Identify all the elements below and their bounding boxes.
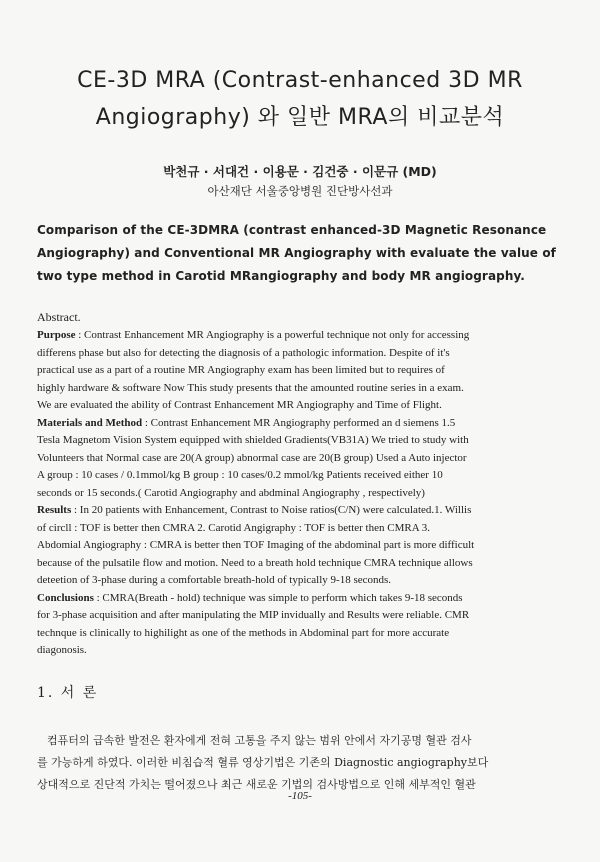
abstract-line: highly hardware & software Now This study presents that the amounted routine series in a exam. [37, 381, 464, 394]
abstract-line [37, 327, 564, 345]
affiliation: 아산재단 서울중앙병원 진단방사선과 [207, 184, 393, 198]
conclusions-text: : CMRA(Breath - hold) technique was simple to perform which takes 9-18 seconds [93, 591, 463, 604]
abstract-line [37, 415, 564, 433]
abstract-heading: Abstract. [37, 310, 81, 324]
abstract-line: Abdomial Angiography : CMRA is better then TOF Imaging of the abdominal part is more difficult [37, 539, 475, 551]
abstract-line: technque is clinically to highilight as one of the methods in Abdominal part for more accurate [37, 626, 450, 639]
abstract-line: for 3-phase acquisition and after manipulating the MIP invidually and Results were reliable. CMR [37, 609, 470, 621]
paper-title [30, 62, 570, 136]
results-label: Results [37, 504, 72, 516]
methods-text: : Contrast Enhancement MR Angiography performed an d siemens 1.5 [142, 416, 456, 429]
english-title-line-2: Angiography) and Conventional MR Angiography with evaluate the value of [37, 246, 556, 260]
paper-title-line-2: Angiography) 와 일반 MRA의 비교분석 [95, 105, 505, 130]
abstract-line: Volunteers that Normal case are 20(A group) abnormal case are 20(B group) Used a Auto injector [37, 451, 467, 464]
results-text: : In 20 patients with Enhancement, Contrast to Noise ratios(C/N) were calculated.1. Willis [71, 504, 472, 516]
abstract-line: of circll : TOF is better then CMRA 2. Carotid Angigraphy : TOF is better then CMRA 3. [37, 521, 431, 534]
body-line: 상대적으로 진단적 가치는 떨어졌으나 최근 새로운 기법의 검사방법으로 인해 세부적인 혈관 [37, 778, 476, 791]
abstract-body [37, 327, 564, 660]
body-line: 컴퓨터의 급속한 발전은 환자에게 전혀 고통을 주지 않는 범위 안에서 자기공명 혈관 검사 [47, 734, 472, 747]
abstract-line: seconds or 15 seconds.( Carotid Angiography and abdminal Angiography , respectively) [37, 486, 425, 499]
methods-label: Materials and Method [37, 416, 143, 429]
english-title-line-1: Comparison of the CE-3DMRA (contrast enhanced-3D Magnetic Resonance [37, 223, 547, 237]
purpose-text: : Contrast Enhancement MR Angiography is a powerful technique not only for accessing [75, 329, 470, 341]
paper-title-line-1: CE-3D MRA (Contrast-enhanced 3D MR [77, 68, 523, 93]
section-heading-introduction: 1. 서 론 [37, 685, 99, 701]
abstract-line: differens phase but also for detecting the diagnosis of a pathologic information. Despite of it's [37, 346, 450, 359]
conclusions-label: Conclusions [37, 591, 94, 604]
body-line: 를 가능하게 하였다. 이러한 비침습적 혈류 영상기법은 기존의 Diagnostic angiography보다 [37, 756, 489, 769]
abstract-line: A group : 10 cases / 0.1mmol/kg B group : 10 cases/0.2 mmol/kg Patients received either 10 [37, 469, 443, 481]
abstract-line: diagonosis. [37, 644, 87, 656]
abstract-line [37, 502, 564, 520]
page-number: -105- [288, 790, 312, 802]
abstract-line [37, 590, 564, 608]
abstract-line: Tesla Magnetom Vision System equipped with shielded Gradients(VB31A) We tried to study with [37, 434, 469, 446]
author-list: 박천규 · 서대건 · 이용문 · 김건중 · 이문규 (MD) [163, 164, 437, 179]
introduction-body [37, 730, 564, 796]
abstract-line: practical use as a part of a routine MR Angiography exam has been limited but to requires of [37, 364, 445, 376]
abstract-line: deteetion of 3-phase during a comfortable breath-hold of typically 9-18 seconds. [37, 574, 392, 586]
abstract-line: because of the pulsatile flow and motion. Need to a breath hold technique CMRA technique allows [37, 556, 473, 569]
english-title-line-3: two type method in Carotid MRangiography and body MR angiography. [37, 269, 525, 283]
english-title [37, 219, 567, 288]
abstract-line: We are evaluated the ability of Contrast Enhancement MR Angiography and Time of Flight. [37, 399, 442, 411]
purpose-label: Purpose [37, 329, 76, 341]
